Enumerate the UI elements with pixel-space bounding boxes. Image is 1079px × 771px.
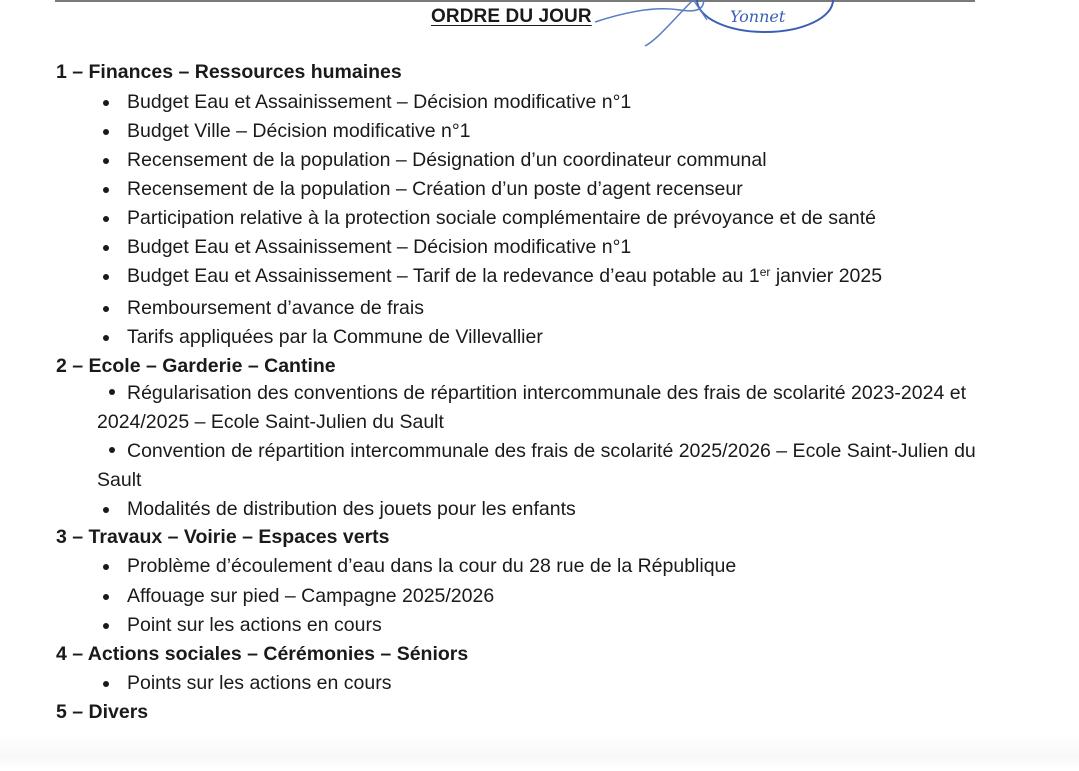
- list-item: Recensement de la population – Désignation d’un coordinateur communal: [127, 146, 767, 175]
- list-item: Tarifs appliquées par la Commune de Villevallier: [127, 323, 543, 352]
- list-item: Budget Ville – Décision modificative n°1: [127, 117, 470, 146]
- list-item-text: Régularisation des conventions de répartition intercommunale des frais de scolarité 2023-2024 et 2024/2025 – Ecole Saint-Julien du Sault: [97, 382, 966, 433]
- signature-name: Yonnet: [730, 7, 786, 26]
- list-item: Recensement de la population – Création d’un poste d’agent recenseur: [127, 175, 743, 204]
- signature-stamp: [585, 0, 845, 60]
- section-heading-actions-sociales: 4 – Actions sociales – Cérémonies – Séniors: [56, 643, 469, 665]
- list-item: Modalités de distribution des jouets pour les enfants: [127, 495, 576, 524]
- signature-stamp-graphic: [585, 0, 845, 60]
- list-item: [127, 262, 882, 291]
- list-item: Participation relative à la protection sociale complémentaire de prévoyance et de santé: [127, 204, 876, 233]
- ordinal-superscript: er: [759, 265, 771, 279]
- list-item: Affouage sur pied – Campagne 2025/2026: [127, 582, 494, 611]
- section-heading-ecole: 2 – Ecole – Garderie – Cantine: [56, 355, 336, 377]
- list-item: Remboursement d’avance de frais: [127, 294, 424, 323]
- bullet-icon: [109, 447, 115, 453]
- section-heading-divers: 5 – Divers: [56, 701, 149, 723]
- signature-stroke-2: [645, 0, 693, 46]
- list-item: Budget Eau et Assainissement – Décision modificative n°1: [127, 88, 631, 117]
- list-item-text: Budget Eau et Assainissement – Tarif de la redevance d’eau potable au 1: [127, 265, 760, 287]
- list-item-text: janvier 2025: [770, 265, 883, 287]
- list-item: [97, 437, 977, 495]
- list-item: Points sur les actions en cours: [127, 669, 391, 698]
- section-heading-finances: 1 – Finances – Ressources humaines: [56, 61, 402, 83]
- list-item-text: Convention de répartition intercommunale des frais de scolarité 2025/2026 – Ecole Saint-Julien du Sault: [97, 440, 976, 491]
- list-item: Problème d’écoulement d’eau dans la cour du 28 rue de la République: [127, 552, 736, 581]
- list-item: Point sur les actions en cours: [127, 611, 382, 640]
- list-item: [97, 379, 977, 437]
- section-heading-travaux: 3 – Travaux – Voirie – Espaces verts: [56, 526, 390, 548]
- bullet-icon: [109, 389, 115, 395]
- signature-stroke: [595, 0, 704, 22]
- list-item: Budget Eau et Assainissement – Décision modificative n°1: [127, 233, 631, 262]
- scan-edge: [0, 735, 1079, 771]
- page-title: ORDRE DU JOUR: [431, 6, 592, 27]
